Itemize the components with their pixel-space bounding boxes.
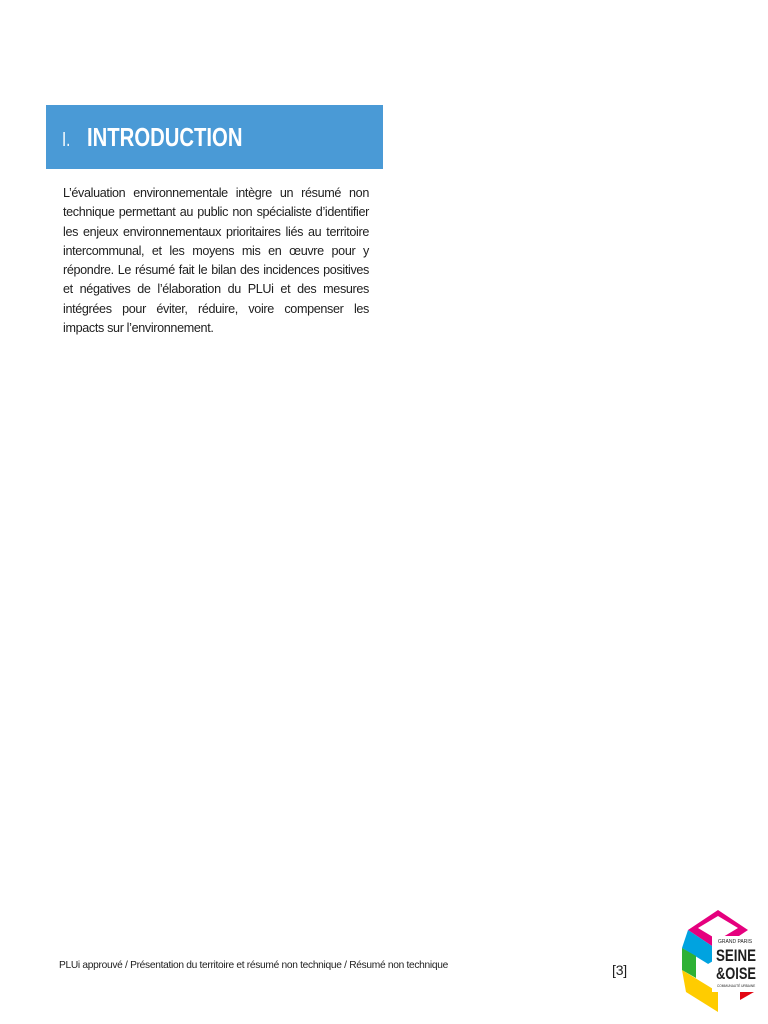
logo-communaute: COMMUNAUTÉ URBAINE	[717, 984, 756, 988]
section-number: I.	[62, 128, 71, 151]
page-number: [3]	[612, 962, 627, 978]
logo-seine: SEINE	[716, 946, 756, 965]
logo-grand-paris: GRAND PARIS	[718, 939, 753, 945]
intro-paragraph: L’évaluation environnementale intègre un résumé non technique permettant au public non spécialiste d’identifier les enjeux environnementaux prioritaires liés au territoire intercommunal, et les moyens mis en œuvre pour y répondre. Le résumé fait le bilan des incidences positives et négatives de l’élaboration du PLUi et des mesures intégrées pour éviter, réduire, voire compenser les impacts sur l’environnement.	[63, 186, 369, 336]
section-title: INTRODUCTION	[87, 121, 243, 152]
footer-breadcrumb: PLUi approuvé / Présentation du territoire et résumé non technique / Résumé non technique	[59, 960, 448, 971]
grand-paris-seine-oise-logo	[676, 908, 760, 1014]
section-header-banner	[46, 105, 383, 169]
logo-oise: &OISE	[716, 964, 756, 983]
